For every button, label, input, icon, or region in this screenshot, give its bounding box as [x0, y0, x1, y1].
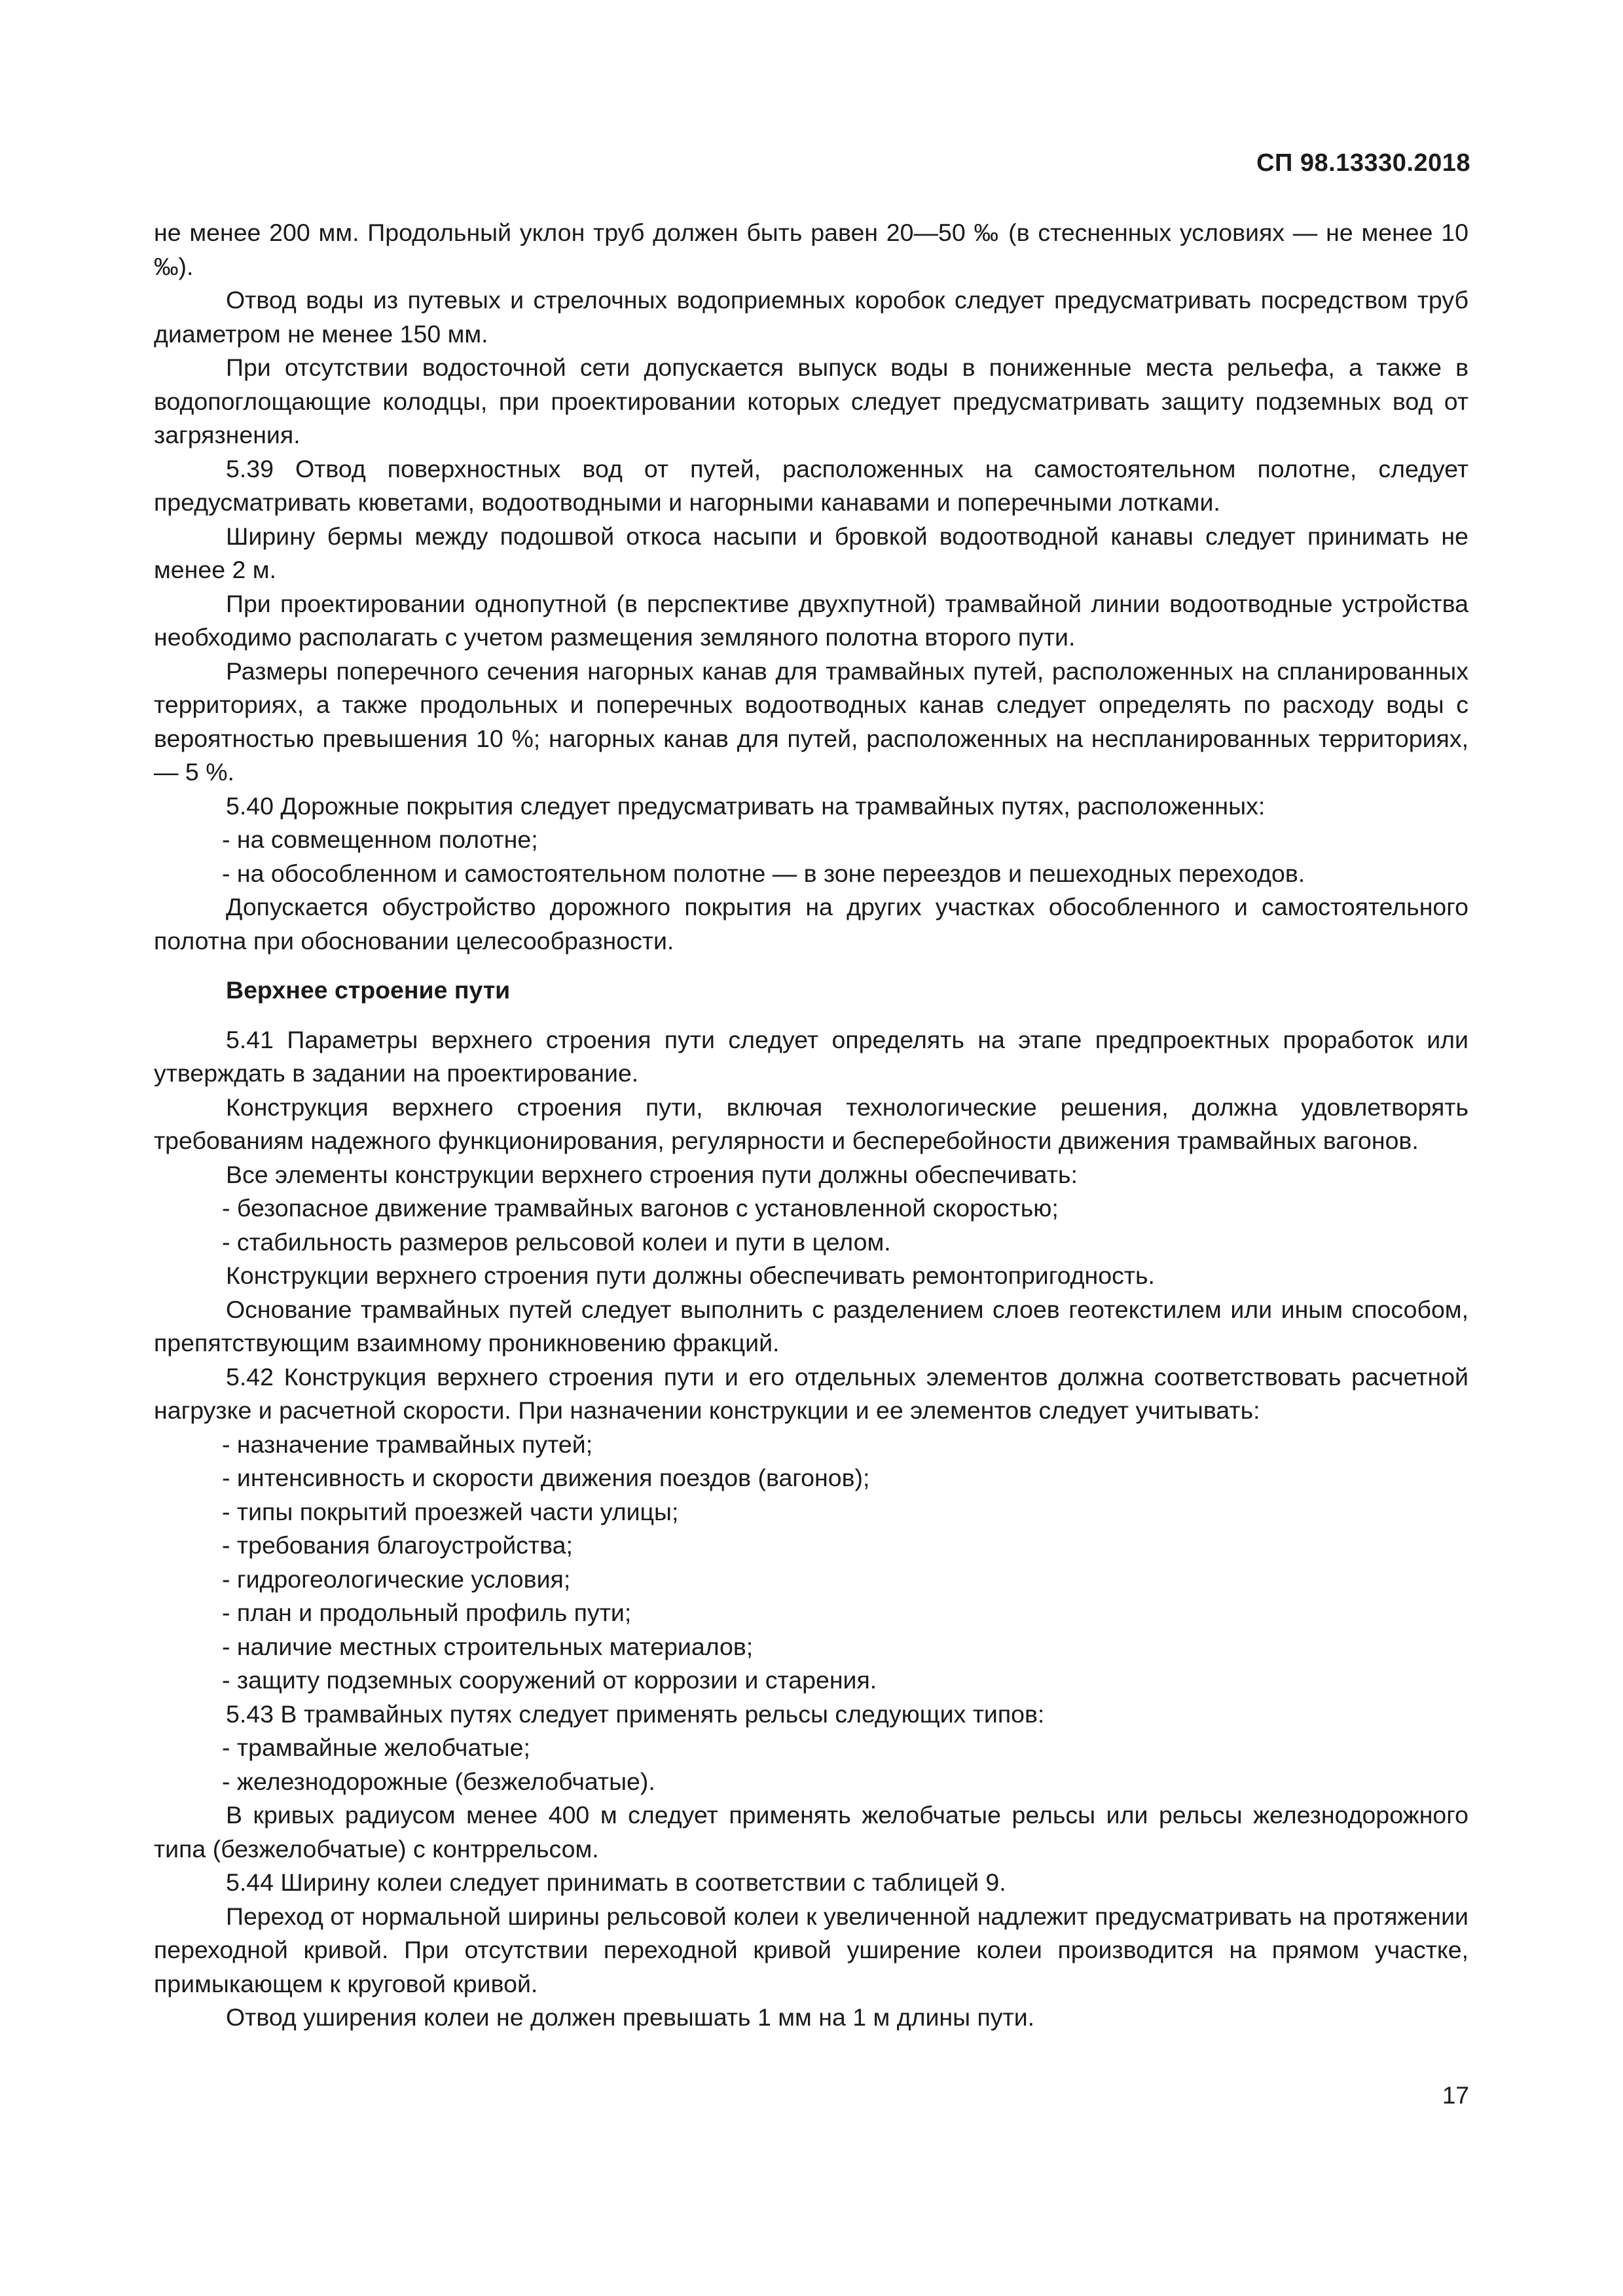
list-item: - стабильность размеров рельсовой колеи и пути в целом. [222, 1228, 891, 1256]
list-item: - план и продольный профиль пути; [222, 1599, 632, 1626]
list-item: - безопасное движение трамвайных вагонов с установленной скоростью; [222, 1194, 1059, 1222]
paragraph: При отсутствии водосточной сети допускается выпуск воды в пониженные места рельефа, а также в водопоглощающие колодцы, при проектировании которых следует предусматривать защиту подземных вод от загрязнения. [154, 354, 1468, 448]
paragraph: Все элементы конструкции верхнего строения пути должны обеспечивать: [226, 1160, 1078, 1188]
paragraph: Отвод воды из путевых и стрелочных водоприемных коробок следует предусматривать посредством труб диаметром не менее 150 мм. [154, 286, 1468, 348]
clause-5-41: 5.41 Параметры верхнего строения пути следует определять на этапе предпроектных проработок или утверждать в задании на проектирование. [154, 1025, 1468, 1087]
paragraph: Переход от нормальной ширины рельсовой колеи к увеличенной надлежит предусматривать на протяжении переходной кривой. При отсутствии переходной кривой уширение колеи производится на прямом участке, примыкающем к круговой кривой. [154, 1902, 1468, 1997]
paragraph: Ширину бермы между подошвой откоса насыпи и бровкой водоотводной канавы следует принимать не менее 2 м. [154, 522, 1468, 583]
list-item: - железнодорожные (безжелобчатые). [222, 1767, 655, 1795]
list-item: - наличие местных строительных материалов; [222, 1632, 754, 1660]
clause-5-43: 5.43 В трамвайных путях следует применять рельсы следующих типов: [226, 1700, 1045, 1728]
list-item: - интенсивность и скорости движения поездов (вагонов); [222, 1464, 870, 1491]
paragraph: Основание трамвайных путей следует выполнить с разделением слоев геотекстилем или иным способом, препятствующим взаимному проникновению фракций. [154, 1295, 1468, 1357]
section-heading: Верхнее строение пути [226, 976, 511, 1004]
paragraph: В кривых радиусом менее 400 м следует применять желобчатые рельсы или рельсы железнодорожного типа (безжелобчатые) с контррельсом. [154, 1801, 1468, 1863]
clause-5-40: 5.40 Дорожные покрытия следует предусматривать на трамвайных путях, расположенных: [226, 792, 1266, 820]
list-item: - на совмещенном полотне; [222, 826, 538, 853]
list-item: - на обособленном и самостоятельном полотне — в зоне переездов и пешеходных переходов. [222, 859, 1305, 887]
paragraph: Отвод уширения колеи не должен превышать 1 мм на 1 м длины пути. [226, 2003, 1035, 2031]
list-item: - гидрогеологические условия; [222, 1565, 571, 1593]
paragraph: Конструкции верхнего строения пути должны обеспечивать ремонтопригодность. [226, 1262, 1155, 1289]
paragraph: не менее 200 мм. Продольный уклон труб должен быть равен 20—50 ‰ (в стесненных условиях — не менее 10 ‰). [154, 219, 1468, 280]
list-item: - защиту подземных сооружений от коррозии и старения. [222, 1666, 877, 1694]
paragraph: При проектировании однопутной (в перспективе двухпутной) трамвайной линии водоотводные устройства необходимо располагать с учетом размещения земляного полотна второго пути. [154, 589, 1468, 651]
clause-5-44: 5.44 Ширину колеи следует принимать в соответствии с таблицей 9. [226, 1868, 1006, 1896]
list-item: - типы покрытий проезжей части улицы; [222, 1497, 679, 1525]
list-item: - назначение трамвайных путей; [222, 1430, 593, 1458]
paragraph: Размеры поперечного сечения нагорных канав для трамвайных путей, расположенных на спланированных территориях, а также продольных и поперечных водоотводных канав следует определять по расходу воды с вероятностью превышения 10 %; нагорных канав для путей, расположенных на неспланированных территориях, — 5 %. [154, 657, 1468, 786]
document-body [154, 216, 1468, 2035]
list-item: - требования благоустройства; [222, 1531, 573, 1559]
page-number: 17 [1442, 2082, 1469, 2109]
document-code: СП 98.13330.2018 [1256, 149, 1470, 177]
paragraph: Конструкция верхнего строения пути, включая технологические решения, должна удовлетворять требованиям надежного функционирования, регулярности и бесперебойности движения трамвайных вагонов. [154, 1093, 1468, 1154]
paragraph: Допускается обустройство дорожного покрытия на других участках обособленного и самостоятельного полотна при обосновании целесообразности. [154, 893, 1468, 955]
list-item: - трамвайные желобчатые; [222, 1734, 530, 1761]
clause-5-42: 5.42 Конструкция верхнего строения пути и его отдельных элементов должна соответствовать расчетной нагрузке и расчетной скорости. При назначении конструкции и ее элементов следует учитывать: [154, 1362, 1468, 1424]
clause-5-39: 5.39 Отвод поверхностных вод от путей, расположенных на самостоятельном полотне, следует предусматривать кюветами, водоотводными и нагорными канавами и поперечными лотками. [154, 454, 1468, 516]
